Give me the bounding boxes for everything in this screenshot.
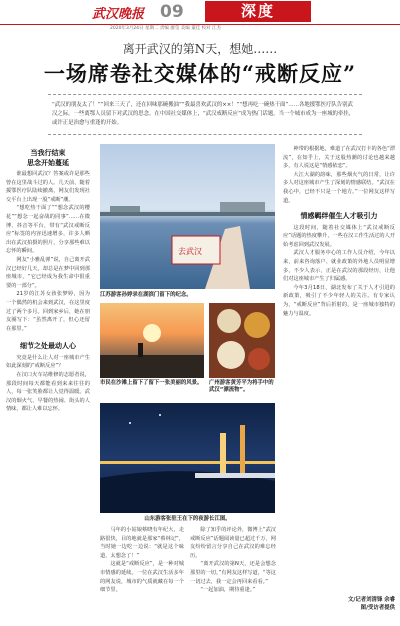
byline-writers: 文/记者刘清锋 余睿 <box>348 597 395 603</box>
paragraph: 武汉人才服务中心的工作人员介绍，今年以来，前来咨询落户、就业政策的外地人员明显增多，不少人表示，正是在武汉的那段经历，让他们对这座城市产生了归属感。 <box>283 250 395 283</box>
article-lede: “武汉的朋友太了！”“回来三天了，还在回味那碗搬油”“我最喜欢武汉的××！”“想再吃一碗热干面”……各地援鄂医疗队告别武汉之际，一些离鄂人员留下对武汉的思念。在中国社交媒体上，“武汉戒断反应”成为热门话题。当一个城市成为一座城的牵挂，或许正是治愈与重逢的开始。 <box>48 94 362 135</box>
article-headline: 一场席卷社交媒体的“戒断反应” <box>43 61 357 86</box>
photo-food <box>209 303 275 378</box>
paragraph: 21岁的江苏女孩张梦婷，因为一个偶然的机会来到武汉，在这里度过了两个多月。回到家乡后，她在朋友圈写下：“虽然离开了，但心还留在那里。” <box>6 291 90 332</box>
paragraph: 这段时间，随着社交媒体上“武汉戒断反应”话题的热度攀升，一些在汉工作生活过的人开始考虑回到武汉发展。 <box>283 224 395 248</box>
dateline: 2020年3月24日 星期二 责编 廖莹 美编 董佳 校对 江杰 <box>110 26 222 31</box>
paragraph: 在汉口火车站维修的志愿者说，那段时间每天都能看到来来往往的人，每一张笑脸都让人觉得温暖。武汉的烟火气、早餐的热闹、街头的人情味，都让人难以忘怀。 <box>6 371 90 413</box>
sunset-illustration <box>100 303 204 378</box>
subhead-3: 情感羁绊催生人才吸引力 <box>300 211 378 221</box>
column-mid-left <box>100 526 184 622</box>
paragraph: 除了知乎的评论外，微博上“武汉戒断反应”话题阅读量已超过千万，网友纷纷留言分享自己在武汉的难忘经历。 <box>190 527 276 559</box>
masthead <box>0 0 400 25</box>
paragraph: 马年的小姑娘蔡晓有年纪大，走路很快，目的地就是那家“蔡林记”，当时她一边吃一边说：“就是这个味道，太想念了！” <box>100 527 184 559</box>
paragraph: 这就是“戒断反应”，是一种对城市情感的延续。一位在武汉生活多年的网友说，城市的气质就藏在每一个细节里。 <box>100 561 184 594</box>
paragraph: “一起加油，期待重逢。” <box>200 587 256 594</box>
section-title: 深度 <box>205 1 311 22</box>
page-number: 09 <box>160 2 184 22</box>
paragraph: “想吃热干面了”“想念武汉的樱花”“想念一起奋战的同事”……在微博、抖音等平台，带有“武汉戒断反应”标签的内容迅速增多，许多人晒出在武汉拍摄的照片，分享那些难以忘怀的瞬间。 <box>6 205 90 255</box>
photo-caption-2: 市民在沙滩上留下了留下一张美丽的风景。 <box>100 380 203 386</box>
photo-sunset <box>100 303 204 378</box>
byline-photos: 图/受访者提供 <box>360 605 395 611</box>
photo-caption-3: 广州游客黄芳平为将手中的武汉“漂流物”。 <box>209 380 274 393</box>
paper-name: 武汉晚报 <box>92 7 145 22</box>
night-illustration <box>100 403 275 513</box>
subhead-2: 细节之处最动人心 <box>20 341 76 351</box>
paragraph: 神带的根据地，难道了在武汉打卡的各色“漂流”，在知乎上，关于这股热潮的讨论也越来越多，有人说这是“情感依恋”。 <box>283 146 395 170</box>
paragraph: 究竟是什么让人对一座城市产生如此深刻的“戒断反应”？ <box>6 354 90 370</box>
column-right <box>283 145 395 585</box>
paragraph: 网友“小雅乱弹”说，自己离开武汉已经好几天，却总是在梦中回到那座城市，“它已经成为我生命中很重要的一部分”。 <box>6 256 90 289</box>
lakeside-illustration <box>100 144 275 289</box>
paragraph: 大江大湖的韵味，那些烟火气的日常，让许多人对这座城市产生了深刻的情感联结。“武汉在我心中，已经不只是一个地方。”一位网友这样写道。 <box>283 171 395 204</box>
paragraph: “离开武汉的第N天，还是会想念那里的一切。”有网友这样写道，“等这一切过去，我一定会再回来看看。” <box>190 561 276 585</box>
sign-text: 去武汉 <box>178 247 202 256</box>
photo-night-river <box>100 403 275 513</box>
photo-caption-4: 山东游客张驻王在下的夜游长江图。 <box>144 516 231 522</box>
photo-caption-1: 江苏游客孙婷录在湖滨门留下的纪念。 <box>100 292 192 298</box>
article-kicker: 离开武汉的第N天，想她…… <box>122 42 278 56</box>
column-mid-right <box>190 526 276 622</box>
column-left <box>6 145 90 621</box>
subhead-1: 当我行结束 思念开始蔓延 <box>27 148 69 167</box>
photo-lakeside-sign <box>100 144 275 289</box>
paragraph: 今年3月18日，湖北发布了关于人才引进的新政策，吸引了不少年轻人的关注。有专家认为，“戒断反应”背后折射的，是一座城市独特的魅力与温度。 <box>283 284 395 317</box>
byline <box>283 596 395 612</box>
paragraph: 谁最想回武汉？答案或许是那些曾在这里战斗过的人。几天前，随着援鄂医疗队陆续撤离，网友们发现社交平台上出现一股“戒断”潮。 <box>6 171 90 203</box>
food-illustration <box>209 303 275 378</box>
